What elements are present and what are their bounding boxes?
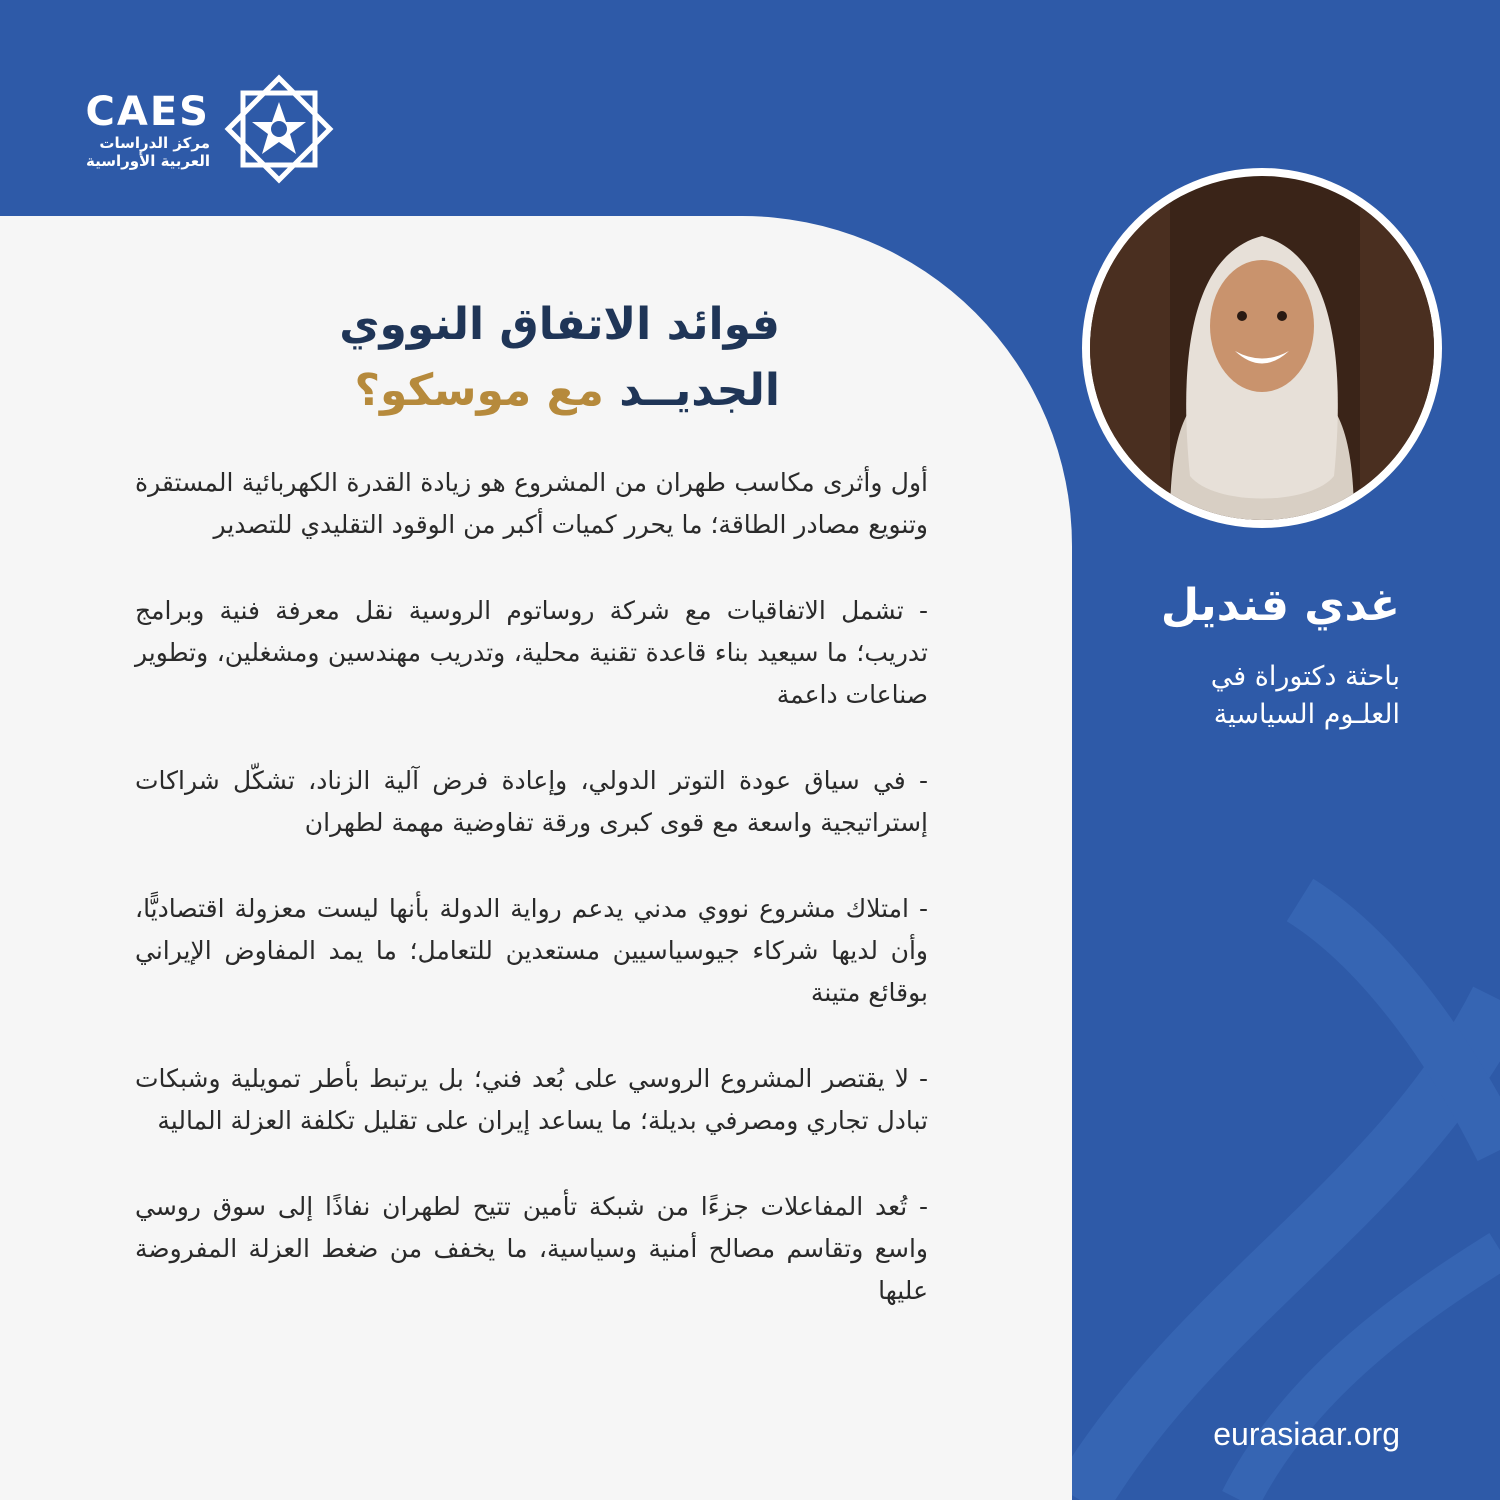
author-name: غدي قنديل	[1160, 580, 1400, 631]
website-link[interactable]: eurasiaar.org	[1213, 1416, 1400, 1452]
paragraph-5: - لا يقتصر المشروع الروسي على بُعد فني؛ بل يرتبط بأطر تمويلية وشبكات تبادل تجاري ومصرفي بديلة؛ ما يساعد إيران على تقليل تكلفة العزلة المالية	[135, 1064, 928, 1135]
logo-line-1: مركز الدراسات	[99, 134, 210, 152]
author-photo-icon	[1090, 176, 1434, 520]
paragraph-4: - امتلاك مشروع نووي مدني يدعم رواية الدولة بأنها ليست معزولة اقتصاديًّا، وأن لديها شركاء جيوسياسيين مستعدين للتعامل؛ ما يمد المفاوض الإيراني بوقائع متينة	[135, 894, 928, 1007]
title-line-2-accent: مع موسكو؟	[354, 365, 604, 416]
brand-logo	[80, 68, 350, 198]
paragraph-2: - تشمل الاتفاقيات مع شركة روساتوم الروسية نقل معرفة فنية وبرامج تدريب؛ ما سيعيد بناء قاعدة تقنية محلية، وتدريب مهندسين ومشغلين، وتطوير صناعات داعمة	[135, 596, 928, 709]
title-line-1: فوائد الاتفاق النووي	[339, 299, 780, 350]
title-line-2	[140, 358, 780, 424]
title-line-2-main: الجديــد	[619, 365, 780, 416]
paragraph-1: أول وأثرى مكاسب طهران من المشروع هو زيادة القدرة الكهربائية المستقرة وتنويع مصادر الطاقة؛ ما يحرر كميات أكبر من الوقود التقليدي للتصدير	[135, 468, 928, 539]
author-portrait	[1082, 168, 1442, 528]
author-role-line-2: العلـوم السياسية	[1213, 699, 1400, 730]
author-role	[1080, 658, 1400, 734]
page-title	[140, 292, 780, 424]
star-emblem-icon	[218, 68, 340, 190]
logo-abbr: CAES	[85, 89, 210, 135]
logo-text	[80, 90, 210, 170]
paragraph-3: - في سياق عودة التوتر الدولي، وإعادة فرض آلية الزناد، تشكّل شراكات إستراتيجية واسعة مع قوى كبرى ورقة تفاوضية مهمة لطهران	[135, 766, 928, 837]
logo-line-2: العربية الأوراسية	[85, 152, 210, 170]
paragraph-6: - تُعد المفاعلات جزءًا من شبكة تأمين تتيح لطهران نفاذًا إلى سوق روسي واسع وتقاسم مصالح أمنية وسياسية، ما يخفف من ضغط العزلة المفروضة عليها	[135, 1192, 928, 1305]
article-body	[135, 462, 928, 1356]
author-role-line-1: باحثة دكتوراة في	[1210, 661, 1400, 692]
